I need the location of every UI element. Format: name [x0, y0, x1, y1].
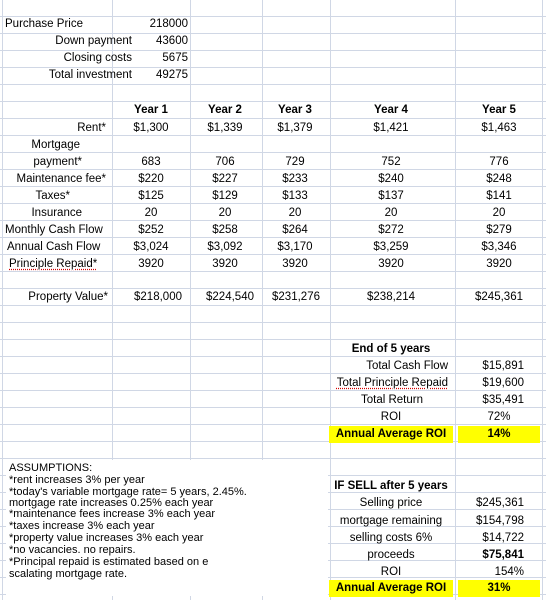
end-of-5-years-title[interactable]: End of 5 years	[351, 343, 431, 355]
assumptions-line-6: *taxes increase 3% each year	[9, 520, 155, 532]
monthly-cash-flow-y4[interactable]: $272	[378, 224, 404, 236]
selling-price-label[interactable]: Selling price	[359, 497, 423, 509]
property-value-y5[interactable]: $245,361	[475, 291, 523, 303]
principle-repaid-y3[interactable]: 3920	[282, 258, 308, 270]
maintenance-fee-y1[interactable]: $220	[138, 173, 164, 185]
down-payment-label[interactable]: Down payment	[55, 35, 132, 47]
year-5-header[interactable]: Year 5	[482, 104, 516, 116]
assumptions-line-3: *today's variable mortgage rate= 5 years, 2.45%.	[9, 486, 247, 498]
taxes-y5[interactable]: $141	[486, 190, 512, 202]
assumptions-line-10: scalating mortgage rate.	[9, 568, 128, 580]
maintenance-fee-y5[interactable]: $248	[486, 173, 512, 185]
annual-cash-flow-y1[interactable]: $3,024	[133, 241, 169, 253]
property-value-y3[interactable]: $231,276	[272, 291, 320, 303]
year-1-header[interactable]: Year 1	[134, 104, 168, 116]
monthly-cash-flow-label[interactable]: Monthly Cash Flow	[5, 224, 103, 236]
if-sell-title[interactable]: IF SELL after 5 years	[334, 480, 448, 492]
assumptions-line-5: *maintenance fees increase 3% each year	[9, 508, 216, 520]
annual-average-roi-value[interactable]: 14%	[487, 428, 511, 440]
monthly-cash-flow-y1[interactable]: $252	[138, 224, 164, 236]
principle-repaid-y2[interactable]: 3920	[212, 258, 238, 270]
assumptions-line-7: *property value increases 3% each year	[9, 532, 204, 544]
principle-repaid-label[interactable]: Principle Repaid*	[9, 258, 98, 270]
rent-y2[interactable]: $1,339	[207, 122, 243, 134]
closing-costs-label[interactable]: Closing costs	[63, 52, 132, 64]
assumptions-line-4: mortgage rate increases 0.25% each year	[9, 497, 214, 509]
payment-y1[interactable]: 683	[141, 156, 161, 168]
proceeds-label[interactable]: proceeds	[367, 549, 415, 561]
year-2-header[interactable]: Year 2	[208, 104, 242, 116]
assumptions-line-1: ASSUMPTIONS:	[9, 462, 93, 474]
assumptions-line-2: *rent increases 3% per year	[9, 474, 145, 486]
rent-label[interactable]: Rent*	[77, 122, 106, 134]
monthly-cash-flow-y5[interactable]: $279	[486, 224, 512, 236]
insurance-y4[interactable]: 20	[384, 207, 398, 219]
mortgage-remaining-label[interactable]: mortgage remaining	[339, 515, 443, 527]
taxes-y3[interactable]: $133	[282, 190, 308, 202]
total-return-label[interactable]: Total Return	[360, 394, 423, 406]
payment-y3[interactable]: 729	[285, 156, 305, 168]
sell-annual-average-roi-value[interactable]: 31%	[487, 582, 511, 594]
down-payment-value[interactable]: 43600	[156, 35, 188, 47]
annual-average-roi-label[interactable]: Annual Average ROI	[335, 428, 447, 440]
sell-roi-label[interactable]: ROI	[380, 566, 402, 578]
total-investment-label[interactable]: Total investment	[48, 69, 132, 81]
payment-y5[interactable]: 776	[489, 156, 509, 168]
property-value-y1[interactable]: $218,000	[134, 291, 182, 303]
payment-y2[interactable]: 706	[215, 156, 235, 168]
rent-y1[interactable]: $1,300	[133, 122, 169, 134]
principle-repaid-y5[interactable]: 3920	[486, 258, 512, 270]
taxes-y4[interactable]: $137	[378, 190, 404, 202]
total-principle-repaid-value[interactable]: $19,600	[482, 377, 524, 389]
mortgage-remaining-value[interactable]: $154,798	[476, 515, 524, 527]
insurance-y2[interactable]: 20	[218, 207, 232, 219]
insurance-y1[interactable]: 20	[144, 207, 158, 219]
annual-cash-flow-y2[interactable]: $3,092	[207, 241, 243, 253]
insurance-y3[interactable]: 20	[288, 207, 302, 219]
selling-price-value[interactable]: $245,361	[476, 497, 524, 509]
payment-label[interactable]: payment*	[33, 156, 82, 168]
maintenance-fee-label[interactable]: Maintenance fee*	[16, 173, 106, 185]
sell-annual-average-roi-label[interactable]: Annual Average ROI	[335, 582, 447, 594]
monthly-cash-flow-y2[interactable]: $258	[212, 224, 238, 236]
property-value-label[interactable]: Property Value*	[28, 291, 108, 303]
annual-cash-flow-y3[interactable]: $3,170	[277, 241, 313, 253]
taxes-y1[interactable]: $125	[138, 190, 164, 202]
proceeds-value[interactable]: $75,841	[482, 549, 524, 561]
closing-costs-value[interactable]: 5675	[162, 52, 188, 64]
total-principle-repaid-label[interactable]: Total Principle Repaid	[336, 377, 448, 389]
year-3-header[interactable]: Year 3	[278, 104, 312, 116]
mortgage-label[interactable]: Mortgage	[31, 139, 80, 151]
total-return-value[interactable]: $35,491	[482, 394, 524, 406]
rent-y4[interactable]: $1,421	[373, 122, 409, 134]
payment-y4[interactable]: 752	[381, 156, 401, 168]
maintenance-fee-y4[interactable]: $240	[378, 173, 404, 185]
maintenance-fee-y3[interactable]: $233	[282, 173, 308, 185]
rent-y3[interactable]: $1,379	[277, 122, 313, 134]
roi-label[interactable]: ROI	[380, 411, 402, 423]
selling-costs-label[interactable]: selling costs 6%	[349, 532, 433, 544]
sell-roi-value[interactable]: 154%	[494, 566, 524, 578]
year-4-header[interactable]: Year 4	[374, 104, 408, 116]
principle-repaid-y1[interactable]: 3920	[138, 258, 164, 270]
total-cash-flow-label[interactable]: Total Cash Flow	[366, 360, 448, 372]
taxes-label[interactable]: Taxes*	[35, 190, 70, 202]
assumptions-line-9: *Principal repaid is estimated based on e	[9, 556, 209, 568]
annual-cash-flow-y4[interactable]: $3,259	[373, 241, 409, 253]
insurance-y5[interactable]: 20	[492, 207, 506, 219]
principle-repaid-y4[interactable]: 3920	[378, 258, 404, 270]
total-cash-flow-value[interactable]: $15,891	[482, 360, 524, 372]
monthly-cash-flow-y3[interactable]: $264	[282, 224, 308, 236]
taxes-y2[interactable]: $129	[212, 190, 238, 202]
annual-cash-flow-label[interactable]: Annual Cash Flow	[7, 241, 101, 253]
property-value-y2[interactable]: $224,540	[206, 291, 254, 303]
maintenance-fee-y2[interactable]: $227	[212, 173, 238, 185]
annual-cash-flow-y5[interactable]: $3,346	[481, 241, 517, 253]
property-value-y4[interactable]: $238,214	[367, 291, 415, 303]
assumptions-line-8: *no vacancies. no repairs.	[9, 544, 136, 556]
purchase-price-label[interactable]: Purchase Price	[5, 18, 83, 30]
rent-y5[interactable]: $1,463	[481, 122, 517, 134]
total-investment-value[interactable]: 49275	[156, 69, 188, 81]
purchase-price-value[interactable]: 218000	[149, 18, 188, 30]
roi-value[interactable]: 72%	[487, 411, 511, 423]
selling-costs-value[interactable]: $14,722	[482, 532, 524, 544]
insurance-label[interactable]: Insurance	[31, 207, 82, 219]
